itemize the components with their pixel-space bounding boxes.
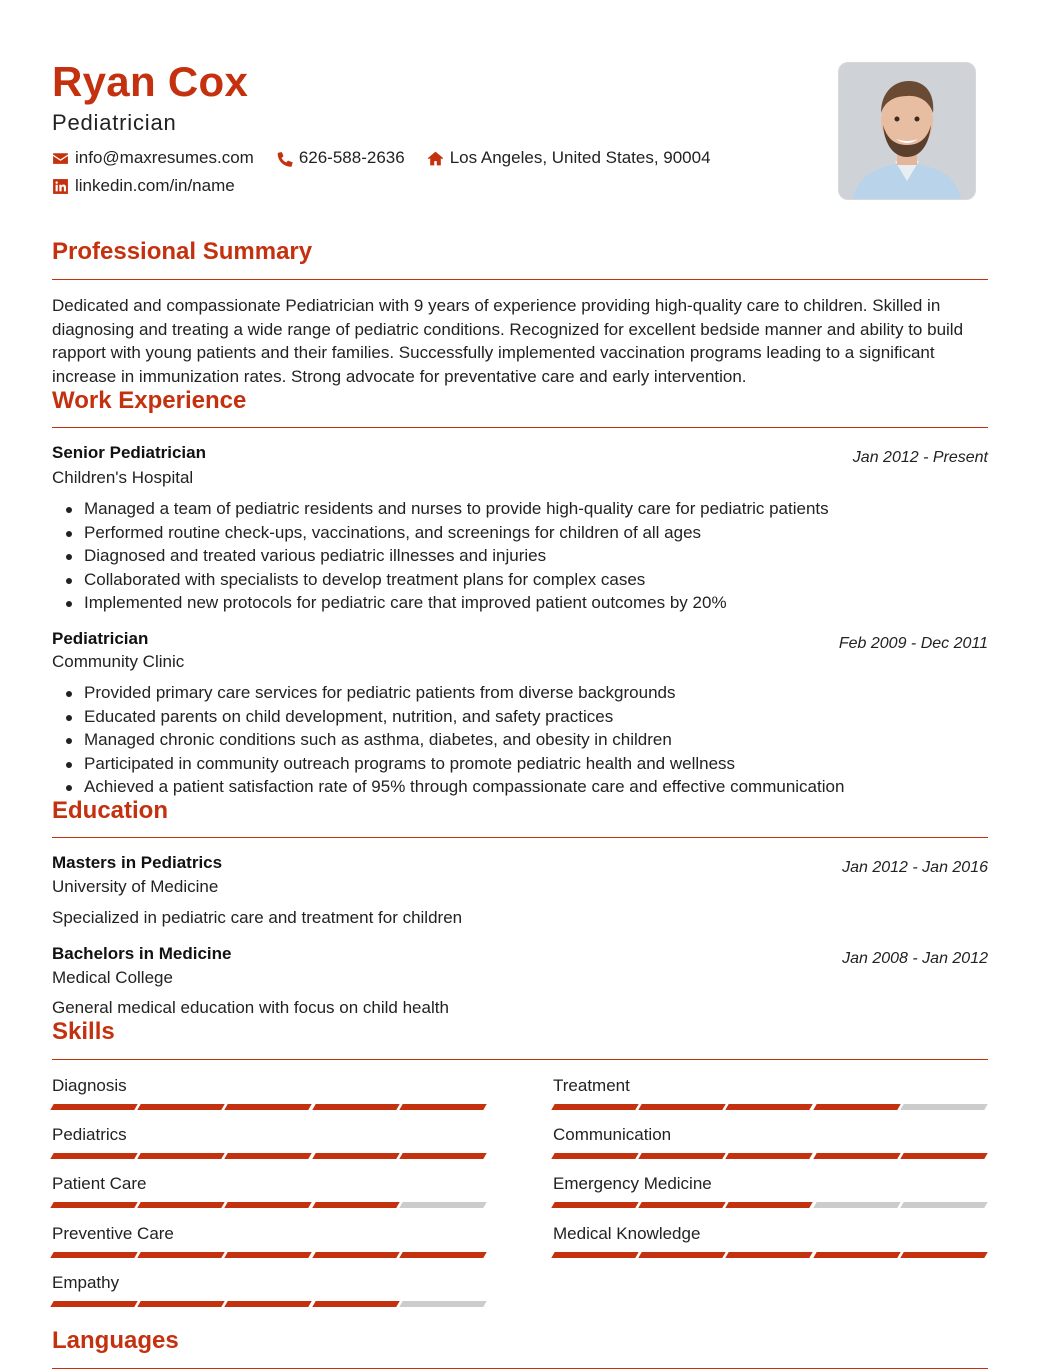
skill-segment-filled: [726, 1202, 813, 1208]
avatar-image: [839, 63, 975, 199]
skill-segment-filled: [813, 1153, 900, 1159]
education-heading: Education: [52, 797, 169, 824]
skill-level-bar: [553, 1104, 989, 1110]
skill-name: Emergency Medicine: [553, 1174, 712, 1193]
job-title: Senior Pediatrician: [52, 443, 206, 462]
job-organization: Community Clinic: [52, 652, 185, 671]
skill-segment-filled: [137, 1252, 224, 1258]
job-bullets: [52, 497, 1020, 615]
skill-name: Preventive Care: [52, 1224, 174, 1243]
skill-segment-filled: [726, 1153, 813, 1159]
job-bullets: [52, 681, 1020, 799]
skills-divider: [52, 1059, 988, 1060]
skill-segment-empty: [900, 1104, 987, 1110]
contact-email[interactable]: [52, 148, 254, 168]
skill-item: [52, 1124, 488, 1159]
skill-name: Empathy: [52, 1273, 120, 1292]
profile-photo: [838, 62, 976, 200]
skill-name: Pediatrics: [52, 1125, 127, 1144]
list-item: Managed chronic conditions such as asthma, diabetes, and obesity in children: [84, 728, 1020, 752]
skill-segment-filled: [551, 1202, 638, 1208]
home-icon: [427, 150, 444, 167]
skill-segment-filled: [726, 1252, 813, 1258]
skill-name: Diagnosis: [52, 1076, 127, 1095]
skill-level-bar: [52, 1202, 488, 1208]
list-item: Educated parents on child development, nutrition, and safety practices: [84, 705, 1020, 729]
skill-segment-filled: [551, 1104, 638, 1110]
languages-divider: [52, 1368, 988, 1369]
location-text: Los Angeles, United States, 90004: [449, 148, 711, 167]
skill-level-bar: [52, 1153, 488, 1159]
candidate-title: Pediatrician: [52, 110, 177, 135]
skill-level-bar: [553, 1252, 989, 1258]
job-organization: Children's Hospital: [52, 468, 194, 487]
summary-text: Dedicated and compassionate Pediatrician with 9 years of experience providing high-quality care to children. Skilled in diagnosing and treating a wide range of pediatric conditions. Recognized for excellent bedside manner and ability to build rapport with young patients and their families. Successfully implemented vaccination programs leading to a significant increase in immunization rates. Strong advocate for preventative care and early intervention.: [52, 296, 964, 386]
skill-segment-filled: [225, 1153, 312, 1159]
skill-level-bar: [553, 1153, 989, 1159]
skill-name: Patient Care: [52, 1174, 147, 1193]
skill-segment-filled: [813, 1104, 900, 1110]
education-description: Specialized in pediatric care and treatment for children: [52, 908, 463, 927]
experience-heading: Work Experience: [52, 387, 247, 414]
skill-item: [553, 1124, 989, 1159]
skill-item: [553, 1075, 989, 1110]
skill-level-bar: [52, 1252, 488, 1258]
skill-name: Medical Knowledge: [553, 1224, 701, 1243]
skill-segment-filled: [399, 1252, 486, 1258]
skill-segment-filled: [726, 1104, 813, 1110]
skill-segment-filled: [551, 1153, 638, 1159]
skill-name: Treatment: [553, 1076, 630, 1095]
skill-segment-filled: [638, 1153, 725, 1159]
education-date: Jan 2012 - Jan 2016: [842, 859, 988, 876]
email-text: info@maxresumes.com: [75, 148, 254, 167]
list-item: Performed routine check-ups, vaccinations, and screenings for children of all ages: [84, 521, 1020, 545]
skill-segment-empty: [399, 1301, 486, 1307]
skill-segment-filled: [312, 1202, 399, 1208]
list-item: Collaborated with specialists to develop treatment plans for complex cases: [84, 568, 1020, 592]
list-item: Implemented new protocols for pediatric care that improved patient outcomes by 20%: [84, 591, 1020, 615]
skill-segment-filled: [900, 1252, 987, 1258]
education-school: University of Medicine: [52, 877, 219, 896]
summary-heading: Professional Summary: [52, 238, 313, 265]
skill-segment-empty: [900, 1202, 987, 1208]
skill-segment-filled: [137, 1301, 224, 1307]
skill-item: [52, 1173, 488, 1208]
skill-segment-filled: [137, 1202, 224, 1208]
skill-segment-filled: [813, 1252, 900, 1258]
skill-segment-filled: [312, 1252, 399, 1258]
job-date: Feb 2009 - Dec 2011: [838, 635, 988, 652]
list-item: Provided primary care services for pediatric patients from diverse backgrounds: [84, 681, 1020, 705]
skill-segment-filled: [638, 1104, 725, 1110]
list-item: Participated in community outreach programs to promote pediatric health and wellness: [84, 752, 1020, 776]
skill-segment-filled: [137, 1153, 224, 1159]
education-divider: [52, 837, 988, 838]
experience-divider: [52, 427, 988, 428]
languages-heading: Languages: [52, 1327, 179, 1354]
phone-text: 626-588-2636: [298, 148, 405, 167]
envelope-icon: [52, 150, 69, 167]
skill-segment-filled: [50, 1153, 137, 1159]
skill-segment-filled: [50, 1301, 137, 1307]
job-date: Jan 2012 - Present: [852, 449, 988, 466]
skill-segment-filled: [225, 1252, 312, 1258]
education-description: General medical education with focus on child health: [52, 998, 449, 1017]
summary-divider: [52, 279, 988, 280]
skill-item: [553, 1173, 989, 1208]
skill-item: [52, 1075, 488, 1110]
contact-row-secondary: [52, 176, 257, 196]
skill-segment-filled: [225, 1301, 312, 1307]
contact-linkedin[interactable]: [52, 176, 235, 196]
skill-level-bar: [52, 1301, 488, 1307]
skill-segment-empty: [399, 1202, 486, 1208]
candidate-name: Ryan Cox: [52, 58, 249, 105]
job-title: Pediatrician: [52, 629, 149, 648]
phone-icon: [276, 150, 293, 167]
contact-phone[interactable]: [276, 148, 405, 168]
skill-segment-filled: [312, 1153, 399, 1159]
contact-row-primary: [52, 148, 733, 168]
list-item: Diagnosed and treated various pediatric illnesses and injuries: [84, 544, 1020, 568]
linkedin-icon: [52, 178, 69, 195]
skill-item: [553, 1223, 989, 1258]
education-school: Medical College: [52, 968, 173, 987]
skill-segment-filled: [399, 1153, 486, 1159]
skill-segment-filled: [312, 1104, 399, 1110]
education-date: Jan 2008 - Jan 2012: [842, 950, 988, 967]
list-item: Achieved a patient satisfaction rate of 95% through compassionate care and effective communication: [84, 775, 1020, 799]
contact-location: [427, 148, 711, 168]
skill-item: [52, 1223, 488, 1258]
skill-segment-filled: [399, 1104, 486, 1110]
skill-item: [52, 1272, 488, 1307]
skill-segment-filled: [225, 1202, 312, 1208]
skill-segment-filled: [900, 1153, 987, 1159]
skill-level-bar: [553, 1202, 989, 1208]
skill-segment-filled: [225, 1104, 312, 1110]
skill-segment-filled: [551, 1252, 638, 1258]
skill-segment-filled: [638, 1252, 725, 1258]
skills-heading: Skills: [52, 1018, 115, 1045]
skill-segment-filled: [50, 1104, 137, 1110]
skill-segment-filled: [137, 1104, 224, 1110]
skill-segment-filled: [312, 1301, 399, 1307]
skill-level-bar: [52, 1104, 488, 1110]
list-item: Managed a team of pediatric residents and nurses to provide high-quality care for pediatric patients: [84, 497, 1020, 521]
skill-name: Communication: [553, 1125, 672, 1144]
skill-segment-filled: [50, 1202, 137, 1208]
education-degree: Masters in Pediatrics: [52, 853, 223, 872]
linkedin-text: linkedin.com/in/name: [75, 176, 235, 195]
skill-segment-filled: [638, 1202, 725, 1208]
education-degree: Bachelors in Medicine: [52, 944, 232, 963]
skill-segment-empty: [813, 1202, 900, 1208]
skill-segment-filled: [50, 1252, 137, 1258]
